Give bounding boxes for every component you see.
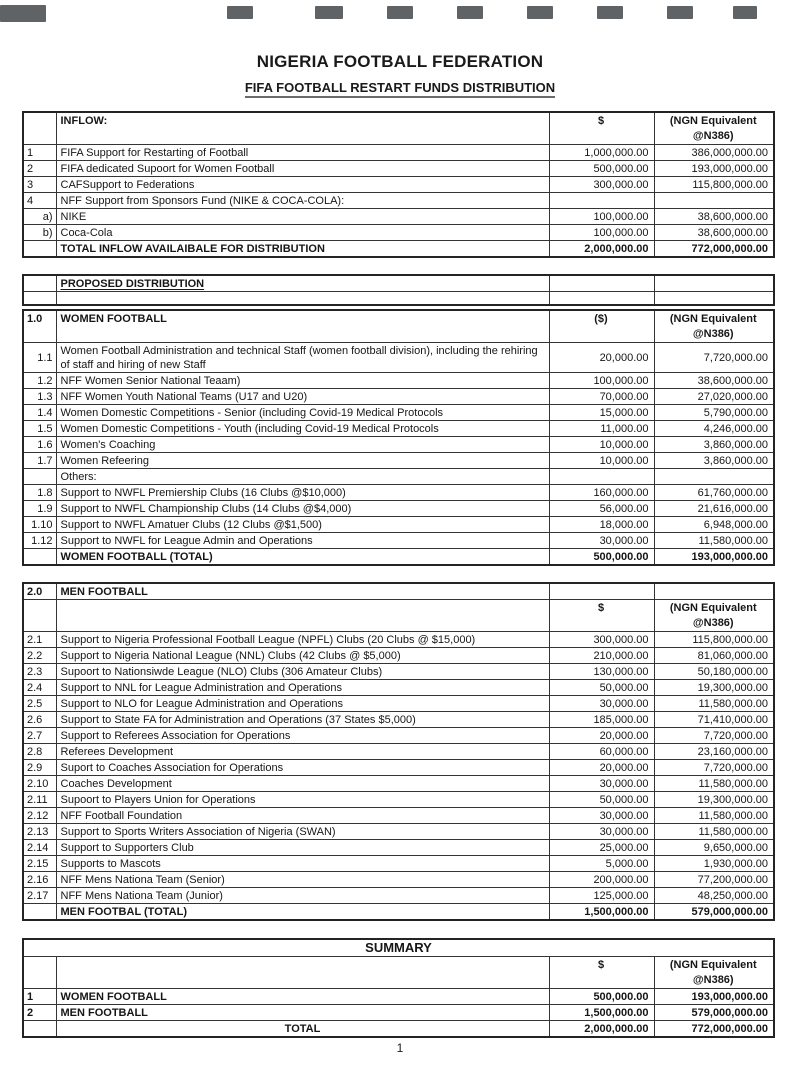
ngn-header-line1: (NGN Equivalent (669, 601, 757, 614)
women-section-number: 1.0 (23, 310, 56, 343)
women-section-title: WOMEN FOOTBALL (56, 310, 549, 343)
row-ngn-cell: 38,600,000.00 (654, 209, 774, 225)
row-desc-cell: FIFA dedicated Supoort for Women Football (56, 161, 549, 177)
row-desc-cell: Support to State FA for Administration and Operations (37 States $5,000) (56, 711, 549, 727)
row-usd-cell (549, 468, 654, 484)
row-usd-cell: 25,000.00 (549, 839, 654, 855)
row-number-cell (23, 275, 56, 292)
table-row (23, 1005, 774, 1021)
row-ngn-cell: 11,580,000.00 (654, 775, 774, 791)
row-number-cell (23, 468, 56, 484)
table-row (23, 500, 774, 516)
row-number-cell: 1.9 (23, 500, 56, 516)
inflow-table (22, 111, 775, 258)
row-number-cell: 1.3 (23, 388, 56, 404)
row-ngn-cell: 193,000,000.00 (654, 161, 774, 177)
men-total-row (23, 903, 774, 920)
summary-total-label: TOTAL (56, 1021, 549, 1038)
row-usd-cell: 500,000.00 (549, 161, 654, 177)
table-row (23, 388, 774, 404)
men-section-row (23, 583, 774, 600)
row-desc-cell: NFF Women Youth National Teams (U17 and U20) (56, 388, 549, 404)
row-ngn-cell: 50,180,000.00 (654, 663, 774, 679)
row-ngn-cell: 11,580,000.00 (654, 823, 774, 839)
empty-row (23, 292, 774, 305)
table-row (23, 791, 774, 807)
ngn-header-line2: @N386) (692, 327, 734, 340)
row-number-cell: b) (23, 225, 56, 241)
table-row (23, 989, 774, 1005)
summary-total-row (23, 1021, 774, 1038)
inflow-total-usd: 2,000,000.00 (549, 241, 654, 258)
row-desc-cell: NFF Support from Sponsors Fund (NIKE & COCA-COLA): (56, 193, 549, 209)
page-number: 1 (396, 1041, 404, 1055)
scan-artifact-dash (387, 6, 413, 19)
row-usd-cell: 50,000.00 (549, 791, 654, 807)
row-number-cell: 2.7 (23, 727, 56, 743)
row-number-cell (23, 292, 56, 305)
table-row (23, 452, 774, 468)
row-desc-cell: MEN FOOTBALL (56, 1005, 549, 1021)
ngn-column-header (654, 112, 774, 145)
ngn-header-line2: @N386) (692, 616, 734, 629)
women-total-label: WOMEN FOOTBALL (TOTAL) (56, 548, 549, 565)
row-desc-cell: NFF Women Senior National Teaam) (56, 372, 549, 388)
women-header-row (23, 310, 774, 343)
row-desc-cell (56, 599, 549, 631)
ngn-header-line1: (NGN Equivalent (669, 115, 757, 127)
women-total-usd: 500,000.00 (549, 548, 654, 565)
row-usd-cell: 1,500,000.00 (549, 1005, 654, 1021)
row-ngn-cell: 3,860,000.00 (654, 436, 774, 452)
row-number-cell: 2.13 (23, 823, 56, 839)
women-total-ngn: 193,000,000.00 (654, 548, 774, 565)
row-number-cell: 2.3 (23, 663, 56, 679)
ngn-header-line1: (NGN Equivalent (669, 959, 757, 971)
row-ngn-cell (654, 275, 774, 292)
scan-artifact-dash (227, 6, 253, 19)
table-row (23, 484, 774, 500)
row-number-cell (23, 957, 56, 989)
row-desc-cell: Support to NWFL Premiership Clubs (16 Clubs @$10,000) (56, 484, 549, 500)
row-ngn-cell (654, 193, 774, 209)
row-ngn-cell: 5,790,000.00 (654, 404, 774, 420)
page-title: NIGERIA FOOTBALL FEDERATION (256, 52, 544, 71)
row-number-cell: 2.1 (23, 631, 56, 647)
row-desc-cell: Support to Nigeria National League (NNL) Clubs (42 Clubs @ $5,000) (56, 647, 549, 663)
row-number-cell: 2.12 (23, 807, 56, 823)
table-row (23, 342, 774, 372)
row-usd-cell: 30,000.00 (549, 823, 654, 839)
row-number-cell: 1.7 (23, 452, 56, 468)
row-ngn-cell: 4,246,000.00 (654, 420, 774, 436)
table-row (23, 823, 774, 839)
row-usd-cell: 5,000.00 (549, 855, 654, 871)
ngn-header-line1: (NGN Equivalent (669, 312, 757, 325)
row-ngn-cell: 9,650,000.00 (654, 839, 774, 855)
inflow-total-ngn: 772,000,000.00 (654, 241, 774, 258)
row-desc-cell: Support to Nigeria Professional Football League (NPFL) Clubs (20 Clubs @ $15,000) (56, 631, 549, 647)
row-number-cell (23, 903, 56, 920)
men-header-row (23, 599, 774, 631)
table-row (23, 695, 774, 711)
row-number-cell: 2.17 (23, 887, 56, 903)
scan-artifact-dash (315, 6, 343, 19)
row-desc-cell: Support to NNL for League Administration and Operations (56, 679, 549, 695)
scan-artifact-dash (733, 6, 757, 19)
row-usd-cell: 1,000,000.00 (549, 145, 654, 161)
row-usd-cell: 11,000.00 (549, 420, 654, 436)
row-ngn-cell: 11,580,000.00 (654, 532, 774, 548)
summary-header-row (23, 957, 774, 989)
row-ngn-cell: 21,616,000.00 (654, 500, 774, 516)
row-ngn-cell: 27,020,000.00 (654, 388, 774, 404)
row-number-cell: 4 (23, 193, 56, 209)
proposed-title-row (23, 275, 774, 292)
table-row (23, 711, 774, 727)
row-usd-cell: 56,000.00 (549, 500, 654, 516)
ngn-column-header (654, 310, 774, 343)
table-row (23, 663, 774, 679)
row-ngn-cell: 38,600,000.00 (654, 225, 774, 241)
row-desc-cell: CAFSupport to Federations (56, 177, 549, 193)
men-total-usd: 1,500,000.00 (549, 903, 654, 920)
row-number-cell: 2.5 (23, 695, 56, 711)
row-usd-cell: 100,000.00 (549, 209, 654, 225)
row-usd-cell: 20,000.00 (549, 727, 654, 743)
row-usd-cell: 60,000.00 (549, 743, 654, 759)
row-desc-cell: Supports to Mascots (56, 855, 549, 871)
proposed-distribution-table (22, 274, 775, 306)
row-desc-cell: Women Football Administration and technical Staff (women football division), including the rehiring of staff and hiring of new Staff (56, 342, 549, 372)
row-ngn-cell: 11,580,000.00 (654, 695, 774, 711)
table-row (23, 177, 774, 193)
table-row (23, 161, 774, 177)
row-number-cell: 2.14 (23, 839, 56, 855)
row-ngn-cell: 3,860,000.00 (654, 452, 774, 468)
row-number-cell: 1.10 (23, 516, 56, 532)
table-row (23, 436, 774, 452)
row-number-cell: a) (23, 209, 56, 225)
row-ngn-cell: 7,720,000.00 (654, 759, 774, 775)
row-number-cell: 2.16 (23, 871, 56, 887)
row-desc-cell: Support to Referees Association for Operations (56, 727, 549, 743)
table-row (23, 420, 774, 436)
row-ngn-cell (654, 583, 774, 600)
row-number-cell (23, 1021, 56, 1038)
row-number-cell (23, 548, 56, 565)
table-row (23, 209, 774, 225)
summary-table (22, 938, 775, 1039)
row-usd-cell: 30,000.00 (549, 532, 654, 548)
row-usd-cell: 130,000.00 (549, 663, 654, 679)
row-ngn-cell (654, 292, 774, 305)
inflow-header-row (23, 112, 774, 145)
row-usd-cell: 100,000.00 (549, 225, 654, 241)
table-row (23, 871, 774, 887)
row-desc-cell: NIKE (56, 209, 549, 225)
row-usd-cell: 70,000.00 (549, 388, 654, 404)
row-ngn-cell (654, 468, 774, 484)
row-usd-cell: 185,000.00 (549, 711, 654, 727)
row-ngn-cell: 19,300,000.00 (654, 679, 774, 695)
row-desc-cell: Coaches Development (56, 775, 549, 791)
row-desc-cell: Support to Sports Writers Association of Nigeria (SWAN) (56, 823, 549, 839)
table-row (23, 887, 774, 903)
proposed-title (56, 275, 549, 292)
row-usd-cell: 500,000.00 (549, 989, 654, 1005)
row-desc-cell: NFF Football Foundation (56, 807, 549, 823)
row-number-cell: 1 (23, 145, 56, 161)
men-section-title: MEN FOOTBALL (56, 583, 549, 600)
usd-column-header: $ (549, 112, 654, 145)
row-ngn-cell: 115,800,000.00 (654, 177, 774, 193)
row-desc-cell: Women Domestic Competitions - Youth (including Covid-19 Medical Protocols (56, 420, 549, 436)
table-row (23, 468, 774, 484)
row-number-cell: 1.5 (23, 420, 56, 436)
row-usd-cell: 10,000.00 (549, 436, 654, 452)
row-ngn-cell: 7,720,000.00 (654, 342, 774, 372)
table-row (23, 372, 774, 388)
table-row (23, 225, 774, 241)
row-desc-cell: Suport to Coaches Association for Operations (56, 759, 549, 775)
row-ngn-cell: 19,300,000.00 (654, 791, 774, 807)
men-total-label: MEN FOOTBAL (TOTAL) (56, 903, 549, 920)
table-row (23, 775, 774, 791)
men-football-table (22, 582, 775, 921)
row-desc-cell: Support to NLO for League Administration and Operations (56, 695, 549, 711)
ngn-header-line2: @N386) (692, 974, 734, 986)
row-usd-cell: 200,000.00 (549, 871, 654, 887)
table-row (23, 743, 774, 759)
men-total-ngn: 579,000,000.00 (654, 903, 774, 920)
row-usd-cell (549, 292, 654, 305)
table-row (23, 759, 774, 775)
ngn-column-header (654, 957, 774, 989)
table-row (23, 532, 774, 548)
row-usd-cell: 50,000.00 (549, 679, 654, 695)
row-usd-cell: 15,000.00 (549, 404, 654, 420)
table-row (23, 631, 774, 647)
row-ngn-cell: 193,000,000.00 (654, 989, 774, 1005)
row-usd-cell: 20,000.00 (549, 759, 654, 775)
row-number-cell: 2.4 (23, 679, 56, 695)
row-number-cell: 2.15 (23, 855, 56, 871)
row-ngn-cell: 579,000,000.00 (654, 1005, 774, 1021)
row-number-cell: 1.1 (23, 342, 56, 372)
row-desc-cell (56, 292, 549, 305)
table-row (23, 647, 774, 663)
summary-title-row (23, 939, 774, 957)
row-usd-cell: 30,000.00 (549, 807, 654, 823)
table-row (23, 839, 774, 855)
row-number-cell: 2.10 (23, 775, 56, 791)
row-number-cell: 1.8 (23, 484, 56, 500)
women-football-table (22, 309, 775, 566)
row-desc-cell: Support to NWFL Championship Clubs (14 Clubs @$4,000) (56, 500, 549, 516)
row-desc-cell: Supoort to Nationsiwde League (NLO) Clubs (306 Amateur Clubs) (56, 663, 549, 679)
row-number-cell: 1.4 (23, 404, 56, 420)
table-row (23, 855, 774, 871)
row-usd-cell: 20,000.00 (549, 342, 654, 372)
table-row (23, 727, 774, 743)
row-number-cell: 2.11 (23, 791, 56, 807)
women-total-row (23, 548, 774, 565)
table-row (23, 516, 774, 532)
row-desc-cell: Coca-Cola (56, 225, 549, 241)
scan-artifact-dash (527, 6, 553, 19)
men-section-number: 2.0 (23, 583, 56, 600)
row-ngn-cell: 71,410,000.00 (654, 711, 774, 727)
proposed-title-text: PROPOSED DISTRIBUTION (60, 278, 205, 290)
scan-artifact-dash (597, 6, 623, 19)
row-number-cell: 1.2 (23, 372, 56, 388)
row-usd-cell: 18,000.00 (549, 516, 654, 532)
row-number-cell: 2 (23, 161, 56, 177)
inflow-title: INFLOW: (56, 112, 549, 145)
row-ngn-cell: 23,160,000.00 (654, 743, 774, 759)
inflow-total-row (23, 241, 774, 258)
row-number-cell (23, 599, 56, 631)
summary-title: SUMMARY (23, 939, 774, 957)
row-number-cell (23, 241, 56, 258)
row-usd-cell: 160,000.00 (549, 484, 654, 500)
row-ngn-cell: 11,580,000.00 (654, 807, 774, 823)
row-number-cell: 2.6 (23, 711, 56, 727)
row-usd-cell: 210,000.00 (549, 647, 654, 663)
inflow-total-label: TOTAL INFLOW AVAILAIBALE FOR DISTRIBUTION (56, 241, 549, 258)
row-usd-cell (549, 583, 654, 600)
row-number-cell: 1 (23, 989, 56, 1005)
row-number-cell: 3 (23, 177, 56, 193)
usd-column-header: $ (549, 599, 654, 631)
usd-column-header: ($) (549, 310, 654, 343)
row-desc-cell: NFF Mens Nationa Team (Senior) (56, 871, 549, 887)
row-usd-cell: 10,000.00 (549, 452, 654, 468)
row-desc-cell: Support to NWFL for League Admin and Operations (56, 532, 549, 548)
row-ngn-cell: 386,000,000.00 (654, 145, 774, 161)
row-usd-cell: 30,000.00 (549, 695, 654, 711)
scan-artifact-dash (457, 6, 483, 19)
row-number-cell: 2.2 (23, 647, 56, 663)
row-number-cell: 1.6 (23, 436, 56, 452)
row-number-cell: 2 (23, 1005, 56, 1021)
ngn-header-line2: @N386) (692, 130, 734, 142)
row-usd-cell (549, 275, 654, 292)
scan-artifact-dash (667, 6, 693, 19)
row-desc-cell (56, 957, 549, 989)
row-ngn-cell: 7,720,000.00 (654, 727, 774, 743)
table-row (23, 193, 774, 209)
row-desc-cell: Women Domestic Competitions - Senior (including Covid-19 Medical Protocols (56, 404, 549, 420)
row-desc-cell: Support to NWFL Amatuer Clubs (12 Clubs @$1,500) (56, 516, 549, 532)
row-number-cell (23, 112, 56, 145)
row-desc-cell: WOMEN FOOTBALL (56, 989, 549, 1005)
row-desc-cell: Support to Supporters Club (56, 839, 549, 855)
ngn-column-header (654, 599, 774, 631)
row-ngn-cell: 81,060,000.00 (654, 647, 774, 663)
row-ngn-cell: 77,200,000.00 (654, 871, 774, 887)
page-subtitle (0, 80, 800, 95)
row-number-cell: 2.9 (23, 759, 56, 775)
row-usd-cell: 125,000.00 (549, 887, 654, 903)
row-desc-cell: Supoort to Players Union for Operations (56, 791, 549, 807)
row-number-cell: 1.12 (23, 532, 56, 548)
row-usd-cell: 300,000.00 (549, 631, 654, 647)
row-ngn-cell: 1,930,000.00 (654, 855, 774, 871)
row-usd-cell (549, 193, 654, 209)
usd-column-header: $ (549, 957, 654, 989)
row-usd-cell: 30,000.00 (549, 775, 654, 791)
table-row (23, 807, 774, 823)
row-desc-cell: Others: (56, 468, 549, 484)
row-usd-cell: 300,000.00 (549, 177, 654, 193)
row-usd-cell: 100,000.00 (549, 372, 654, 388)
summary-total-usd: 2,000,000.00 (549, 1021, 654, 1038)
scan-artifact-block (0, 5, 46, 22)
table-row (23, 679, 774, 695)
row-desc-cell: FIFA Support for Restarting of Football (56, 145, 549, 161)
summary-total-ngn: 772,000,000.00 (654, 1021, 774, 1038)
page-subtitle-text: FIFA FOOTBALL RESTART FUNDS DISTRIBUTION (245, 80, 555, 98)
table-row (23, 404, 774, 420)
row-ngn-cell: 48,250,000.00 (654, 887, 774, 903)
row-ngn-cell: 115,800,000.00 (654, 631, 774, 647)
row-ngn-cell: 6,948,000.00 (654, 516, 774, 532)
row-desc-cell: NFF Mens Nationa Team (Junior) (56, 887, 549, 903)
row-desc-cell: Women's Coaching (56, 436, 549, 452)
row-ngn-cell: 38,600,000.00 (654, 372, 774, 388)
row-number-cell: 2.8 (23, 743, 56, 759)
row-desc-cell: Women Refeering (56, 452, 549, 468)
table-row (23, 145, 774, 161)
row-desc-cell: Referees Development (56, 743, 549, 759)
row-ngn-cell: 61,760,000.00 (654, 484, 774, 500)
